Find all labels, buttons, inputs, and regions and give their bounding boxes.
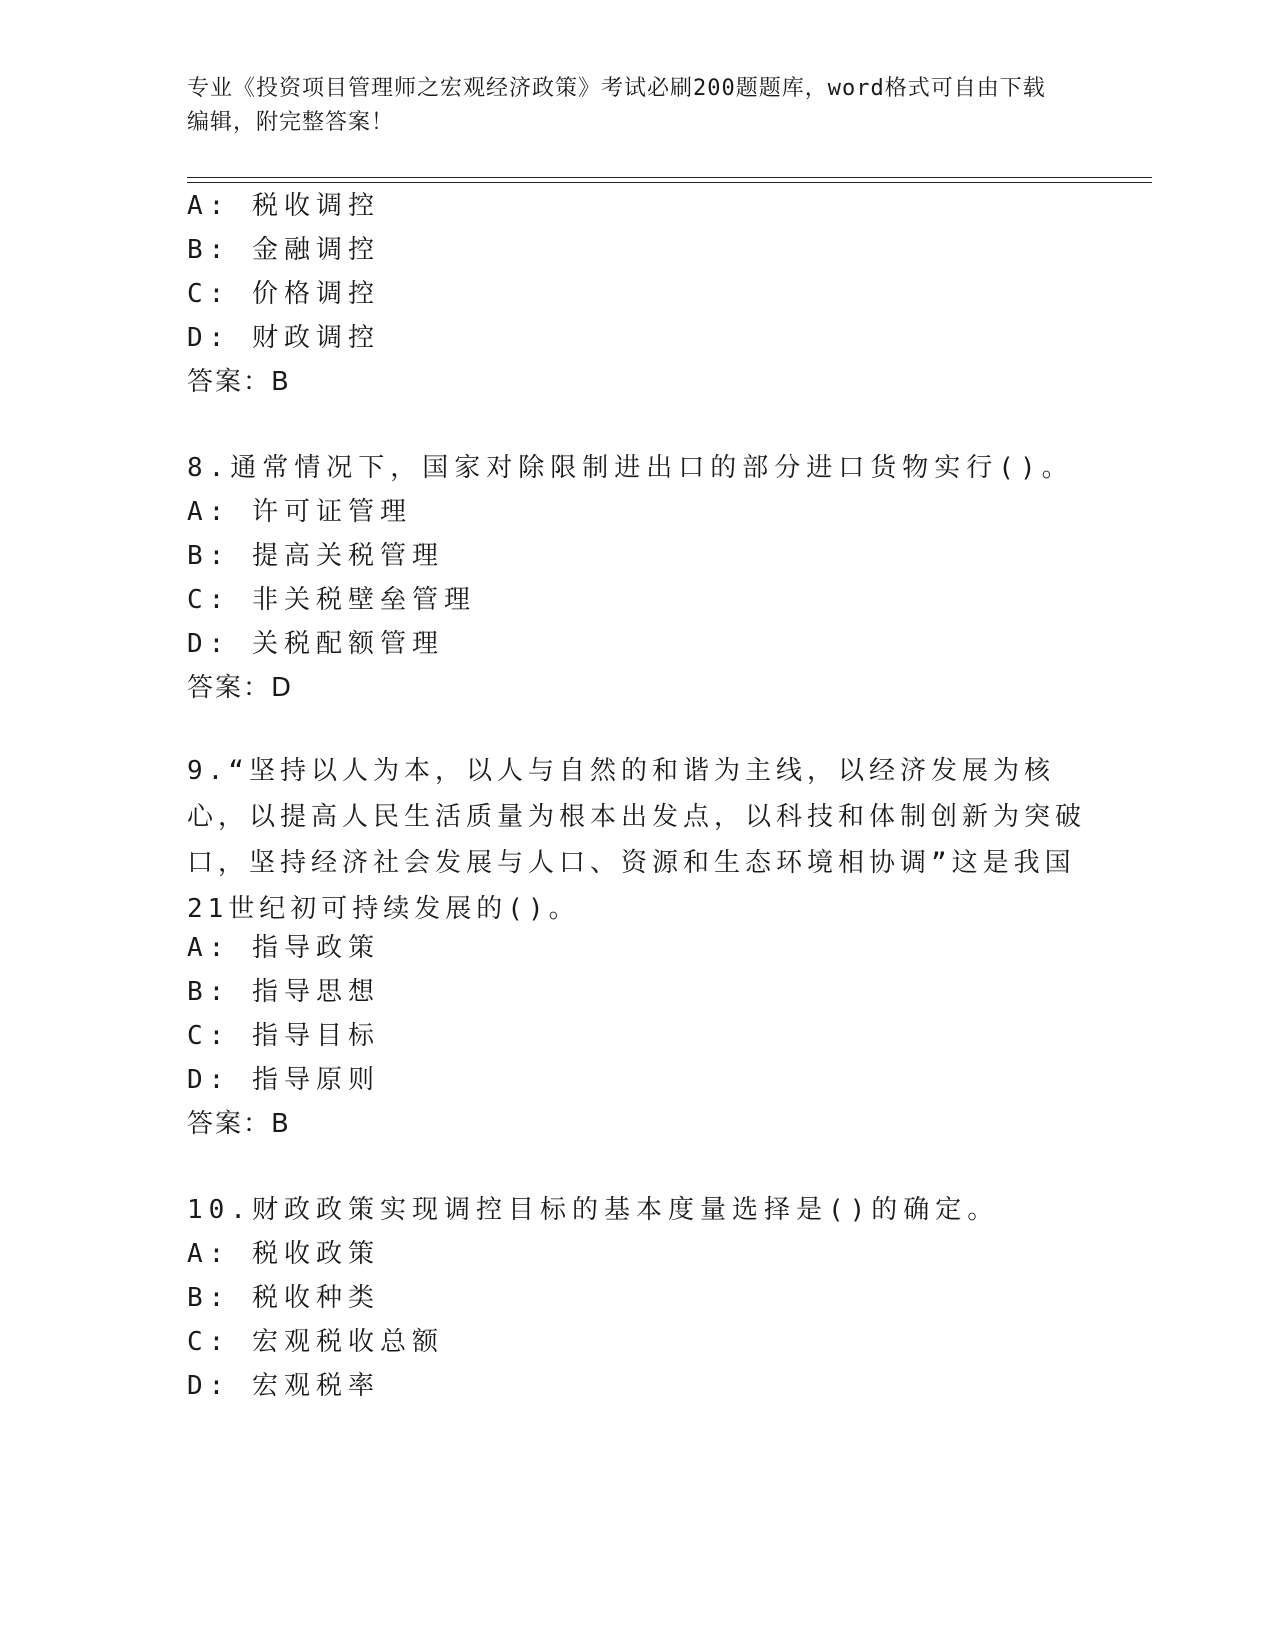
q10-option-a: A: 税收政策	[187, 1239, 380, 1269]
q10-question: 10.财政政策实现调控目标的基本度量选择是()的确定。	[187, 1195, 1000, 1225]
header-rule-top	[187, 177, 1152, 178]
q10-option-d: D: 宏观税率	[187, 1371, 380, 1401]
q10-option-c: C: 宏观税收总额	[187, 1327, 444, 1357]
document-header: 专业《投资项目管理师之宏观经济政策》考试必刷200题题库，word格式可自由下载编辑，附完整答案！	[187, 76, 1046, 135]
q8-answer: 答案：D	[187, 673, 294, 703]
q9-option-b: B: 指导思想	[187, 977, 380, 1007]
q9-option-a: A: 指导政策	[187, 933, 380, 963]
q10-option-b: B: 税收种类	[187, 1283, 380, 1313]
q9-option-c: C: 指导目标	[187, 1021, 380, 1051]
q8-question: 8.通常情况下，国家对除限制进出口的部分进口货物实行()。	[187, 453, 1074, 483]
q9-option-d: D: 指导原则	[187, 1065, 380, 1095]
q7-option-b: B: 金融调控	[187, 235, 380, 265]
q9-question: 9.“坚持以人为本，以人与自然的和谐为主线，以经济发展为核心，以提高人民生活质量为根本出发点，以科技和体制创新为突破口，坚持经济社会发展与人口、资源和生态环境相协调”这是我国21世纪初可持续发展的()。	[187, 756, 1087, 924]
q8-option-a: A: 许可证管理	[187, 497, 412, 527]
q8-option-b: B: 提高关税管理	[187, 541, 444, 571]
header-rule-bottom	[187, 182, 1152, 183]
q7-option-a: A: 税收调控	[187, 191, 380, 221]
q8-option-c: C: 非关税壁垒管理	[187, 585, 476, 615]
q7-answer: 答案：B	[187, 367, 291, 397]
q7-option-d: D: 财政调控	[187, 323, 380, 353]
q7-option-c: C: 价格调控	[187, 279, 380, 309]
q9-answer: 答案：B	[187, 1109, 291, 1139]
q8-option-d: D: 关税配额管理	[187, 629, 444, 659]
